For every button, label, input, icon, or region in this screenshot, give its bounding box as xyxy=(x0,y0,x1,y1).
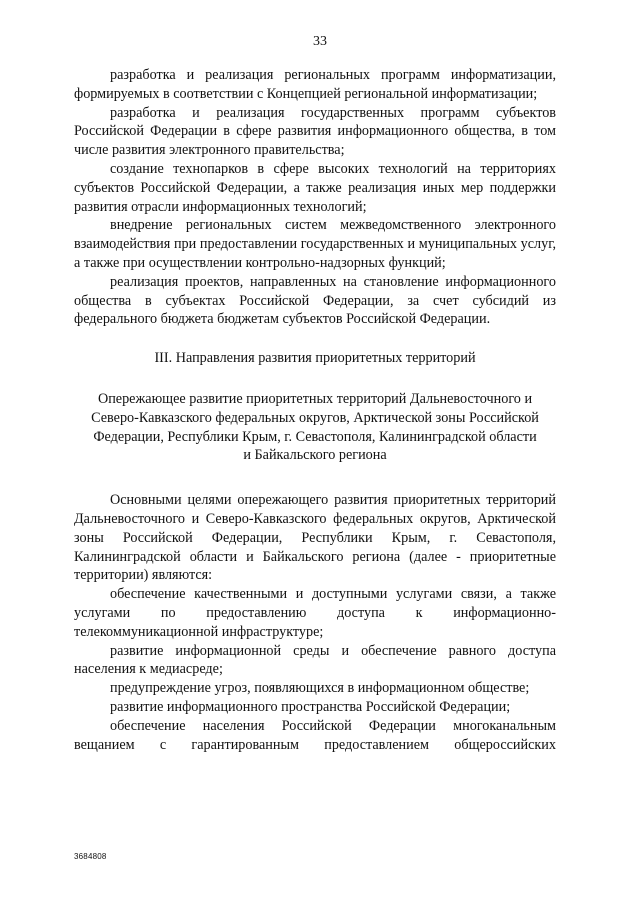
paragraph-multichannel-broadcasting: обеспечение населения Российской Федерации многоканальным вещанием с гарантированным предоставлением общероссийских xyxy=(74,717,556,753)
paragraph-information-environment: развитие информационной среды и обеспечение равного доступа населения к медиасреде; xyxy=(74,642,556,678)
paragraph-interagency-systems: внедрение региональных систем межведомственного электронного взаимодействия при предоставлении государственных и муниципальных услуг, а также при осуществлении контрольно-надзорных функций; xyxy=(74,217,556,271)
paragraph-regional-programs: разработка и реализация региональных программ информатизации, формируемых в соответствии с Концепцией региональной информатизации; xyxy=(74,67,556,102)
section-heading: III. Направления развития приоритетных территорий xyxy=(154,350,476,367)
document-body xyxy=(74,66,556,754)
subheading-line: Северо-Кавказского федеральных округов, Арктической зоны Российской xyxy=(91,409,539,426)
page-number: 33 xyxy=(313,34,327,49)
paragraph-technoparks: создание технопарков в сфере высоких технологий на территориях субъектов Российской Федерации, а также реализация иных мер поддержки развития отрасли информационных технологий; xyxy=(74,160,556,215)
document-code: 3684808 xyxy=(74,852,107,861)
paragraph-threat-prevention: предупреждение угроз, появляющихся в информационном обществе; xyxy=(110,680,530,697)
subheading-line: и Байкальского региона xyxy=(243,447,387,464)
subheading-line: Опережающее развитие приоритетных территорий Дальневосточного и xyxy=(97,390,533,407)
paragraph-information-space: развитие информационного пространства Российской Федерации; xyxy=(110,698,511,715)
subheading xyxy=(74,390,556,465)
paragraph-state-programs: разработка и реализация государственных программ субъектов Российской Федерации в сфере развития информационного общества, в том числе развития электронного правительства; xyxy=(74,104,556,159)
paragraph-main-goals: Основными целями опережающего развития приоритетных территорий Дальневосточного и Северо-Кавказского федеральных округов, Арктической зоны Российской Федерации, Республики Крым, г. Севастополя, Калининградской области и Байкальского региона (далее - приоритетные территории) являются: xyxy=(74,492,556,584)
paragraph-projects-subsidies: реализация проектов, направленных на становление информационного общества в субъектах Российской Федерации, за счет субсидий из федерального бюджета бюджетам субъектов Российской Федерации. xyxy=(74,273,556,328)
paragraph-communication-services: обеспечение качественными и доступными услугами связи, а также услугами по предоставлению доступа к информационно-телекоммуникационной инфраструктуре; xyxy=(74,586,556,640)
subheading-line: Федерации, Республики Крым, г. Севастополя, Калининградской области xyxy=(93,428,537,445)
